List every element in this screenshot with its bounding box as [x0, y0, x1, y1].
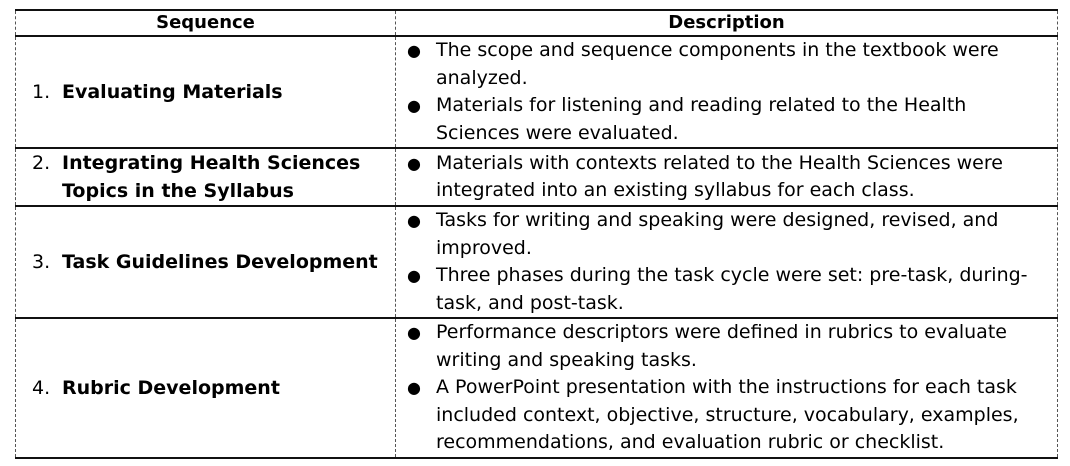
bullet-list — [396, 319, 1051, 457]
sequence-cell — [16, 148, 396, 206]
header-description: Description — [396, 10, 1058, 36]
list-item — [396, 262, 1051, 317]
table-row — [16, 318, 1058, 458]
table-header-row — [16, 10, 1058, 36]
sequence-table-container — [15, 9, 1057, 459]
table-row — [16, 206, 1058, 318]
bullet-icon: ● — [407, 41, 421, 60]
sequence-cell — [16, 318, 396, 458]
header-sequence: Sequence — [16, 10, 396, 36]
sequence-cell — [16, 206, 396, 318]
bullet-list — [396, 37, 1051, 147]
bullet-icon: ● — [407, 96, 421, 115]
description-cell — [396, 36, 1058, 148]
description-cell — [396, 148, 1058, 206]
bullet-text: Performance descriptors were defined in rubrics to evaluate writing and speaking tasks. — [436, 321, 1007, 371]
sequence-number: 4. — [32, 376, 51, 399]
bullet-text: A PowerPoint presentation with the instructions for each task included context, objective, structure, vocabulary, examples, recommendations, and evaluation rubric or checklist. — [436, 376, 1019, 453]
sequence-table — [15, 9, 1058, 459]
sequence-label: Task Guidelines Development — [62, 251, 378, 273]
sequence-label: Evaluating Materials — [62, 81, 283, 103]
sequence-label: Rubric Development — [62, 376, 280, 399]
list-item — [396, 207, 1051, 262]
bullet-text: Tasks for writing and speaking were designed, revised, and improved. — [436, 209, 999, 259]
sequence-label: Integrating Health Sciences Topics in the Syllabus — [62, 152, 361, 202]
bullet-icon: ● — [407, 266, 421, 285]
bullet-icon: ● — [407, 211, 421, 230]
bullet-text: Materials for listening and reading related to the Health Sciences were evaluated. — [436, 94, 967, 144]
description-cell — [396, 206, 1058, 318]
list-item — [396, 319, 1051, 374]
bullet-list — [396, 207, 1051, 317]
sequence-number: 3. — [32, 251, 51, 273]
table-row — [16, 36, 1058, 148]
bullet-text: The scope and sequence components in the textbook were analyzed. — [436, 39, 999, 89]
table-row — [16, 148, 1058, 206]
bullet-list — [396, 150, 1051, 205]
bullet-icon: ● — [407, 153, 421, 173]
description-cell — [396, 318, 1058, 458]
list-item — [396, 374, 1051, 457]
sequence-cell — [16, 36, 396, 148]
sequence-number: 1. — [32, 81, 51, 103]
bullet-icon: ● — [407, 323, 421, 342]
bullet-text: Materials with contexts related to the Health Sciences were integrated into an existing syllabus for each class. — [436, 151, 1003, 201]
sequence-number: 2. — [32, 152, 51, 174]
bullet-text: Three phases during the task cycle were set: pre-task, during-task, and post-task. — [436, 264, 1028, 314]
list-item — [396, 37, 1051, 92]
bullet-icon: ● — [407, 378, 421, 397]
list-item — [396, 92, 1051, 147]
list-item — [396, 150, 1051, 205]
